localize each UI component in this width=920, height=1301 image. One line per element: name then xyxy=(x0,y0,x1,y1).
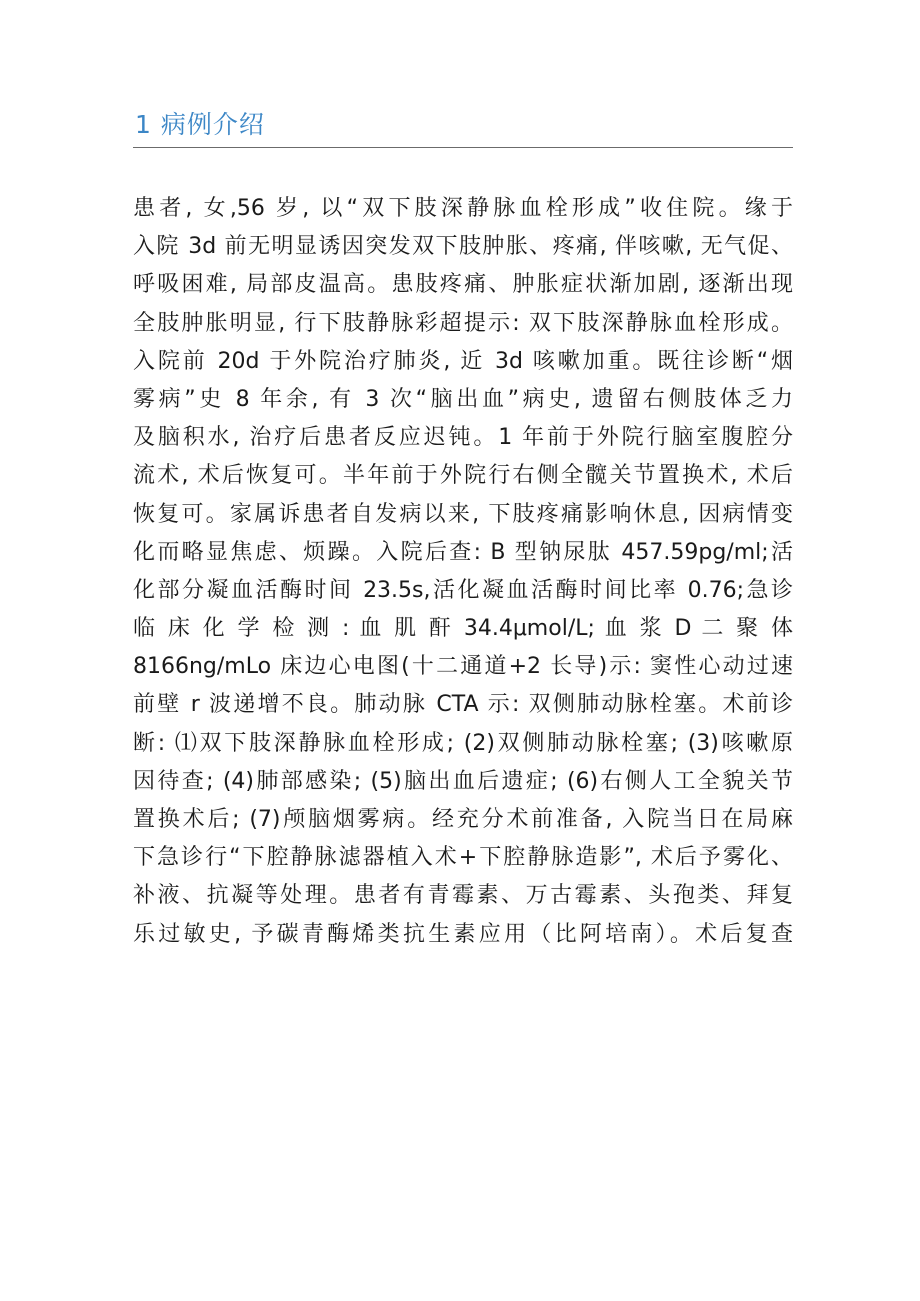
paragraph-line: 临 床 化 学 检 测 : 血 肌 酐 34.4μmol/L; 血 浆 D 二 聚 体 xyxy=(133,616,793,642)
paragraph-line: 全肢肿胀明显, 行下肢静脉彩超提示: 双下肢深静脉血栓形成。 xyxy=(133,310,793,336)
paragraph-line: 补液、抗凝等处理。患者有青霉素、万古霉素、头孢类、拜复 xyxy=(133,883,793,909)
paragraph-line: 及脑积水, 治疗后患者反应迟钝。1 年前于外院行脑室腹腔分 xyxy=(133,425,793,451)
paragraph-line: 雾病”史 8 年余, 有 3 次“脑出血”病史, 遗留右侧肢体乏力 xyxy=(133,386,793,412)
paragraph-line: 呼吸困难, 局部皮温高。患肢疼痛、肿胀症状渐加剧, 逐渐出现 xyxy=(133,272,793,298)
case-paragraph xyxy=(133,190,793,954)
section-heading xyxy=(133,108,793,148)
paragraph-line: 断: ⑴双下肢深静脉血栓形成; (2)双侧肺动脉栓塞; (3)咳嗽原 xyxy=(133,730,793,756)
paragraph-line: 因待查; (4)肺部感染; (5)脑出血后遗症; (6)右侧人工全貌关节 xyxy=(133,768,793,794)
paragraph-line: 患者, 女,56 岁, 以“双下肢深静脉血栓形成”收住院。缘于 xyxy=(133,196,793,221)
paragraph-line: 入院前 20d 于外院治疗肺炎, 近 3d 咳嗽加重。既往诊断“烟 xyxy=(133,348,793,374)
paragraph-line: 8166ng/mLo 床边心电图(十二通道+2 长导)示: 窦性心动过速 xyxy=(133,654,793,680)
paragraph-line: 化而略显焦虑、烦躁。入院后查: B 型钠尿肽 457.59pg/ml;活 xyxy=(133,539,793,565)
paragraph-line: 置换术后; (7)颅脑烟雾病。经充分术前准备, 入院当日在局麻 xyxy=(133,807,793,832)
paragraph-line: 入院 3d 前无明显诱因突发双下肢肿胀、疼痛, 伴咳嗽, 无气促、 xyxy=(133,234,793,260)
paragraph-line: 乐过敏史, 予碳青酶烯类抗生素应用（比阿培南）。术后复查 xyxy=(133,921,793,947)
paragraph-line: 恢复可。家属诉患者自发病以来, 下肢疼痛影响休息, 因病情变 xyxy=(133,501,793,527)
paragraph-line: 流术, 术后恢复可。半年前于外院行右侧全髋关节置换术, 术后 xyxy=(133,463,793,489)
paragraph-line: 前壁 r 波递增不良。肺动脉 CTA 示: 双侧肺动脉栓塞。术前诊 xyxy=(133,692,793,718)
paragraph-line: 下急诊行“下腔静脉滤器植入术+下腔静脉造影”, 术后予雾化、 xyxy=(133,845,793,871)
section-title: 1 病例介绍 xyxy=(135,110,265,139)
paragraph-line: 化部分凝血活酶时间 23.5s,活化凝血活酶时间比率 0.76;急诊 xyxy=(133,577,793,603)
